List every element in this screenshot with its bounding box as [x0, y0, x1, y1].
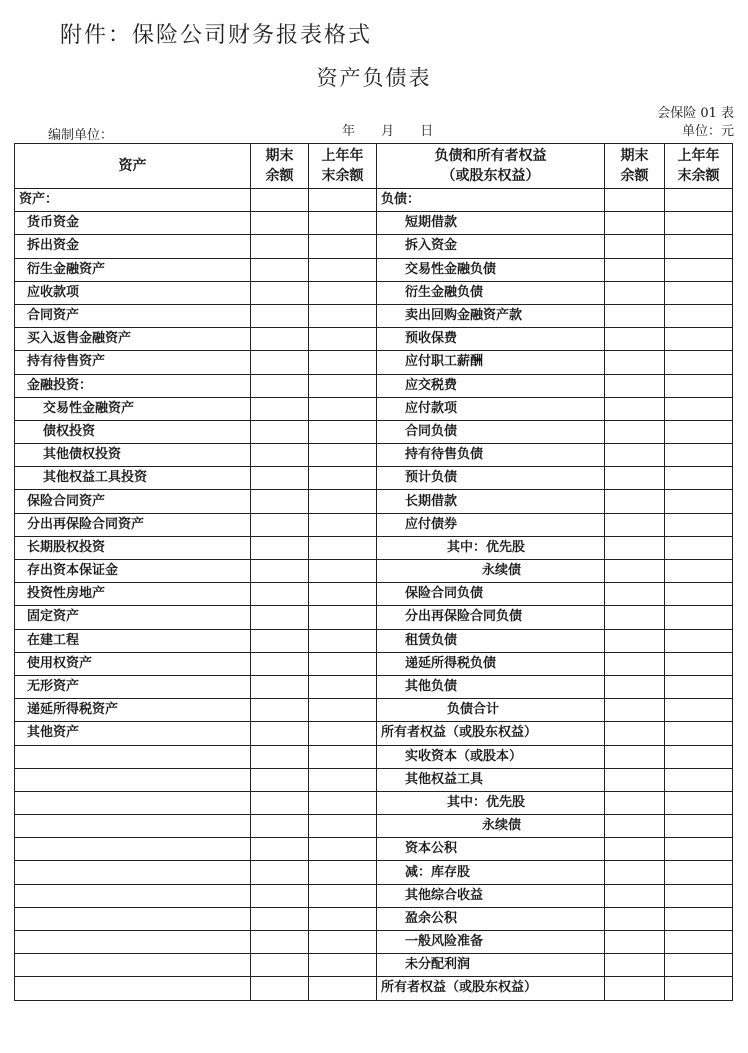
preparer-label: 编制单位：: [48, 128, 114, 143]
asset-item-label: [15, 768, 251, 791]
table-row: [15, 745, 733, 768]
liability-period-end-cell: [605, 189, 665, 212]
liability-item-label: 资本公积: [377, 838, 605, 861]
asset-prior-year-cell: [309, 861, 377, 884]
liability-prior-year-cell: [665, 351, 733, 374]
asset-prior-year-cell: [309, 189, 377, 212]
asset-prior-year-cell: [309, 815, 377, 838]
column-header-prior-year: 上年年 末余额: [309, 144, 377, 189]
liability-period-end-cell: [605, 304, 665, 327]
table-row: [15, 884, 733, 907]
asset-item-label: 在建工程: [15, 629, 251, 652]
table-row: [15, 490, 733, 513]
liability-period-end-cell: [605, 768, 665, 791]
asset-period-end-cell: [251, 652, 309, 675]
liability-prior-year-cell: [665, 861, 733, 884]
liability-item-label: 应付债券: [377, 513, 605, 536]
table-row: [15, 304, 733, 327]
liability-period-end-cell: [605, 467, 665, 490]
asset-prior-year-cell: [309, 444, 377, 467]
liability-prior-year-cell: [665, 954, 733, 977]
asset-period-end-cell: [251, 675, 309, 698]
liability-prior-year-cell: [665, 560, 733, 583]
asset-prior-year-cell: [309, 583, 377, 606]
liability-item-label: 保险合同负债: [377, 583, 605, 606]
liability-item-label: 实收资本（或股本）: [377, 745, 605, 768]
asset-period-end-cell: [251, 281, 309, 304]
asset-period-end-cell: [251, 861, 309, 884]
table-row: [15, 420, 733, 443]
asset-prior-year-cell: [309, 420, 377, 443]
liability-item-label: 递延所得税负债: [377, 652, 605, 675]
table-row: [15, 235, 733, 258]
page-title: 资产负债表: [316, 66, 432, 90]
asset-item-label: [15, 861, 251, 884]
liability-period-end-cell: [605, 629, 665, 652]
asset-period-end-cell: [251, 838, 309, 861]
table-row: [15, 444, 733, 467]
asset-period-end-cell: [251, 699, 309, 722]
liability-item-label: 盈余公积: [377, 907, 605, 930]
column-header-liabilities-equity: 负债和所有者权益 （或股东权益）: [377, 144, 605, 189]
table-row: [15, 189, 733, 212]
liability-period-end-cell: [605, 420, 665, 443]
table-row: [15, 977, 733, 1000]
asset-prior-year-cell: [309, 699, 377, 722]
liability-period-end-cell: [605, 328, 665, 351]
asset-item-label: 固定资产: [15, 606, 251, 629]
liability-item-label: 永续债: [377, 815, 605, 838]
table-row: [15, 815, 733, 838]
table-row: [15, 722, 733, 745]
asset-item-label: 拆出资金: [15, 235, 251, 258]
asset-period-end-cell: [251, 884, 309, 907]
asset-prior-year-cell: [309, 768, 377, 791]
asset-item-label: [15, 931, 251, 954]
asset-period-end-cell: [251, 235, 309, 258]
asset-item-label: 衍生金融资产: [15, 258, 251, 281]
asset-prior-year-cell: [309, 351, 377, 374]
liability-period-end-cell: [605, 374, 665, 397]
asset-prior-year-cell: [309, 560, 377, 583]
asset-prior-year-cell: [309, 513, 377, 536]
table-row: [15, 467, 733, 490]
liability-period-end-cell: [605, 606, 665, 629]
liability-period-end-cell: [605, 652, 665, 675]
table-row: [15, 583, 733, 606]
currency-unit: 单位：元: [681, 124, 734, 139]
asset-period-end-cell: [251, 583, 309, 606]
liability-item-label: 永续债: [377, 560, 605, 583]
liability-prior-year-cell: [665, 583, 733, 606]
table-row: [15, 606, 733, 629]
asset-period-end-cell: [251, 629, 309, 652]
liability-item-label: 交易性金融负债: [377, 258, 605, 281]
liability-prior-year-cell: [665, 304, 733, 327]
table-row: [15, 258, 733, 281]
liability-item-label: 预计负债: [377, 467, 605, 490]
form-code: 会保险 01 表: [657, 106, 734, 121]
asset-item-label: 合同资产: [15, 304, 251, 327]
asset-prior-year-cell: [309, 931, 377, 954]
attachment-title: 附件：保险公司财务报表格式: [60, 23, 373, 48]
asset-item-label: [15, 791, 251, 814]
liability-prior-year-cell: [665, 397, 733, 420]
table-row: [15, 374, 733, 397]
liability-period-end-cell: [605, 838, 665, 861]
liability-item-label: 分出再保险合同负债: [377, 606, 605, 629]
liability-prior-year-cell: [665, 513, 733, 536]
asset-item-label: 投资性房地产: [15, 583, 251, 606]
liability-item-label: 减：库存股: [377, 861, 605, 884]
liability-prior-year-cell: [665, 699, 733, 722]
asset-item-label: 无形资产: [15, 675, 251, 698]
asset-period-end-cell: [251, 536, 309, 559]
liability-prior-year-cell: [665, 606, 733, 629]
liability-item-label: 拆入资金: [377, 235, 605, 258]
asset-period-end-cell: [251, 745, 309, 768]
liability-item-label: 其他权益工具: [377, 768, 605, 791]
liability-item-label: 其他负债: [377, 675, 605, 698]
table-row: [15, 838, 733, 861]
asset-period-end-cell: [251, 815, 309, 838]
liability-prior-year-cell: [665, 815, 733, 838]
liability-period-end-cell: [605, 513, 665, 536]
liability-item-label: 预收保费: [377, 328, 605, 351]
table-row: [15, 791, 733, 814]
liability-prior-year-cell: [665, 189, 733, 212]
asset-item-label: 货币资金: [15, 212, 251, 235]
asset-item-label: 持有待售资产: [15, 351, 251, 374]
table-row: [15, 629, 733, 652]
liability-period-end-cell: [605, 560, 665, 583]
liability-prior-year-cell: [665, 235, 733, 258]
asset-prior-year-cell: [309, 652, 377, 675]
asset-period-end-cell: [251, 606, 309, 629]
asset-item-label: [15, 907, 251, 930]
asset-prior-year-cell: [309, 606, 377, 629]
liability-period-end-cell: [605, 444, 665, 467]
asset-prior-year-cell: [309, 791, 377, 814]
column-header-assets: 资产: [15, 144, 251, 189]
asset-period-end-cell: [251, 467, 309, 490]
asset-prior-year-cell: [309, 212, 377, 235]
table-row: [15, 328, 733, 351]
liability-prior-year-cell: [665, 281, 733, 304]
asset-prior-year-cell: [309, 281, 377, 304]
liability-item-label: 所有者权益（或股东权益）: [377, 722, 605, 745]
asset-period-end-cell: [251, 768, 309, 791]
asset-item-label: [15, 884, 251, 907]
asset-item-label: 债权投资: [15, 420, 251, 443]
asset-prior-year-cell: [309, 629, 377, 652]
asset-item-label: [15, 815, 251, 838]
asset-period-end-cell: [251, 931, 309, 954]
liability-item-label: 应交税费: [377, 374, 605, 397]
liability-prior-year-cell: [665, 791, 733, 814]
liability-period-end-cell: [605, 281, 665, 304]
asset-period-end-cell: [251, 374, 309, 397]
asset-prior-year-cell: [309, 536, 377, 559]
liability-prior-year-cell: [665, 768, 733, 791]
liability-prior-year-cell: [665, 420, 733, 443]
asset-period-end-cell: [251, 212, 309, 235]
liability-period-end-cell: [605, 791, 665, 814]
asset-item-label: 其他资产: [15, 722, 251, 745]
asset-prior-year-cell: [309, 954, 377, 977]
asset-prior-year-cell: [309, 467, 377, 490]
liability-prior-year-cell: [665, 629, 733, 652]
asset-item-label: 长期股权投资: [15, 536, 251, 559]
asset-item-label: 保险合同资产: [15, 490, 251, 513]
liability-prior-year-cell: [665, 722, 733, 745]
asset-period-end-cell: [251, 722, 309, 745]
table-row: [15, 397, 733, 420]
asset-period-end-cell: [251, 189, 309, 212]
liability-prior-year-cell: [665, 652, 733, 675]
liability-item-label: 所有者权益（或股东权益）: [377, 977, 605, 1000]
liability-item-label: 其他综合收益: [377, 884, 605, 907]
asset-item-label: 金融投资：: [15, 374, 251, 397]
table-row: [15, 652, 733, 675]
asset-item-label: 使用权资产: [15, 652, 251, 675]
liability-item-label: 未分配利润: [377, 954, 605, 977]
asset-period-end-cell: [251, 490, 309, 513]
asset-item-label: 资产：: [15, 189, 251, 212]
liability-item-label: 负债合计: [377, 699, 605, 722]
asset-period-end-cell: [251, 560, 309, 583]
liability-prior-year-cell: [665, 838, 733, 861]
date-line: 年 月 日: [342, 124, 434, 139]
table-row: [15, 513, 733, 536]
asset-item-label: [15, 954, 251, 977]
table-row: [15, 560, 733, 583]
liability-item-label: 其中：优先股: [377, 536, 605, 559]
asset-prior-year-cell: [309, 328, 377, 351]
table-header-row: [15, 144, 733, 189]
liability-item-label: 短期借款: [377, 212, 605, 235]
asset-period-end-cell: [251, 351, 309, 374]
asset-period-end-cell: [251, 513, 309, 536]
liability-period-end-cell: [605, 954, 665, 977]
column-header-period-end: 期末 余额: [251, 144, 309, 189]
liability-prior-year-cell: [665, 884, 733, 907]
liability-period-end-cell: [605, 397, 665, 420]
table-row: [15, 931, 733, 954]
asset-item-label: 递延所得税资产: [15, 699, 251, 722]
liability-prior-year-cell: [665, 675, 733, 698]
asset-period-end-cell: [251, 954, 309, 977]
asset-prior-year-cell: [309, 884, 377, 907]
asset-prior-year-cell: [309, 977, 377, 1000]
liability-item-label: 一般风险准备: [377, 931, 605, 954]
asset-period-end-cell: [251, 791, 309, 814]
liability-period-end-cell: [605, 212, 665, 235]
liability-prior-year-cell: [665, 745, 733, 768]
liability-period-end-cell: [605, 699, 665, 722]
liability-item-label: 负债：: [377, 189, 605, 212]
column-header-period-end-right: 期末 余额: [605, 144, 665, 189]
liability-period-end-cell: [605, 258, 665, 281]
column-header-prior-year-right: 上年年 末余额: [665, 144, 733, 189]
liability-item-label: 合同负债: [377, 420, 605, 443]
asset-item-label: [15, 977, 251, 1000]
table-row: [15, 351, 733, 374]
liability-item-label: 持有待售负债: [377, 444, 605, 467]
asset-item-label: 其他权益工具投资: [15, 467, 251, 490]
liability-period-end-cell: [605, 931, 665, 954]
asset-period-end-cell: [251, 907, 309, 930]
asset-prior-year-cell: [309, 374, 377, 397]
table-row: [15, 675, 733, 698]
liability-period-end-cell: [605, 536, 665, 559]
asset-item-label: 买入返售金融资产: [15, 328, 251, 351]
asset-period-end-cell: [251, 397, 309, 420]
asset-period-end-cell: [251, 977, 309, 1000]
asset-item-label: 其他债权投资: [15, 444, 251, 467]
asset-period-end-cell: [251, 304, 309, 327]
liability-prior-year-cell: [665, 212, 733, 235]
liability-period-end-cell: [605, 861, 665, 884]
liability-prior-year-cell: [665, 328, 733, 351]
asset-prior-year-cell: [309, 722, 377, 745]
asset-item-label: [15, 838, 251, 861]
liability-prior-year-cell: [665, 907, 733, 930]
table-row: [15, 861, 733, 884]
liability-item-label: 其中：优先股: [377, 791, 605, 814]
table-row: [15, 954, 733, 977]
asset-prior-year-cell: [309, 235, 377, 258]
liability-period-end-cell: [605, 490, 665, 513]
liability-period-end-cell: [605, 235, 665, 258]
asset-item-label: 交易性金融资产: [15, 397, 251, 420]
liability-item-label: 租赁负债: [377, 629, 605, 652]
liability-prior-year-cell: [665, 374, 733, 397]
table-row: [15, 768, 733, 791]
asset-item-label: 应收款项: [15, 281, 251, 304]
asset-item-label: 分出再保险合同资产: [15, 513, 251, 536]
liability-item-label: 卖出回购金融资产款: [377, 304, 605, 327]
liability-period-end-cell: [605, 907, 665, 930]
liability-prior-year-cell: [665, 467, 733, 490]
asset-period-end-cell: [251, 258, 309, 281]
table-row: [15, 281, 733, 304]
liability-period-end-cell: [605, 977, 665, 1000]
asset-item-label: [15, 745, 251, 768]
liability-item-label: 应付职工薪酬: [377, 351, 605, 374]
liability-prior-year-cell: [665, 536, 733, 559]
liability-period-end-cell: [605, 722, 665, 745]
liability-period-end-cell: [605, 351, 665, 374]
liability-period-end-cell: [605, 675, 665, 698]
liability-period-end-cell: [605, 745, 665, 768]
asset-prior-year-cell: [309, 304, 377, 327]
liability-period-end-cell: [605, 815, 665, 838]
asset-period-end-cell: [251, 444, 309, 467]
liability-item-label: 长期借款: [377, 490, 605, 513]
asset-item-label: 存出资本保证金: [15, 560, 251, 583]
liability-period-end-cell: [605, 884, 665, 907]
table-row: [15, 536, 733, 559]
asset-prior-year-cell: [309, 490, 377, 513]
liability-prior-year-cell: [665, 977, 733, 1000]
liability-period-end-cell: [605, 583, 665, 606]
asset-period-end-cell: [251, 420, 309, 443]
asset-prior-year-cell: [309, 745, 377, 768]
asset-prior-year-cell: [309, 675, 377, 698]
liability-prior-year-cell: [665, 258, 733, 281]
liability-item-label: 衍生金融负债: [377, 281, 605, 304]
asset-period-end-cell: [251, 328, 309, 351]
asset-prior-year-cell: [309, 907, 377, 930]
asset-prior-year-cell: [309, 397, 377, 420]
table-row: [15, 212, 733, 235]
table-row: [15, 699, 733, 722]
liability-prior-year-cell: [665, 931, 733, 954]
asset-prior-year-cell: [309, 838, 377, 861]
asset-prior-year-cell: [309, 258, 377, 281]
table-row: [15, 907, 733, 930]
liability-prior-year-cell: [665, 490, 733, 513]
liability-prior-year-cell: [665, 444, 733, 467]
balance-sheet-table: [14, 143, 733, 1001]
liability-item-label: 应付款项: [377, 397, 605, 420]
